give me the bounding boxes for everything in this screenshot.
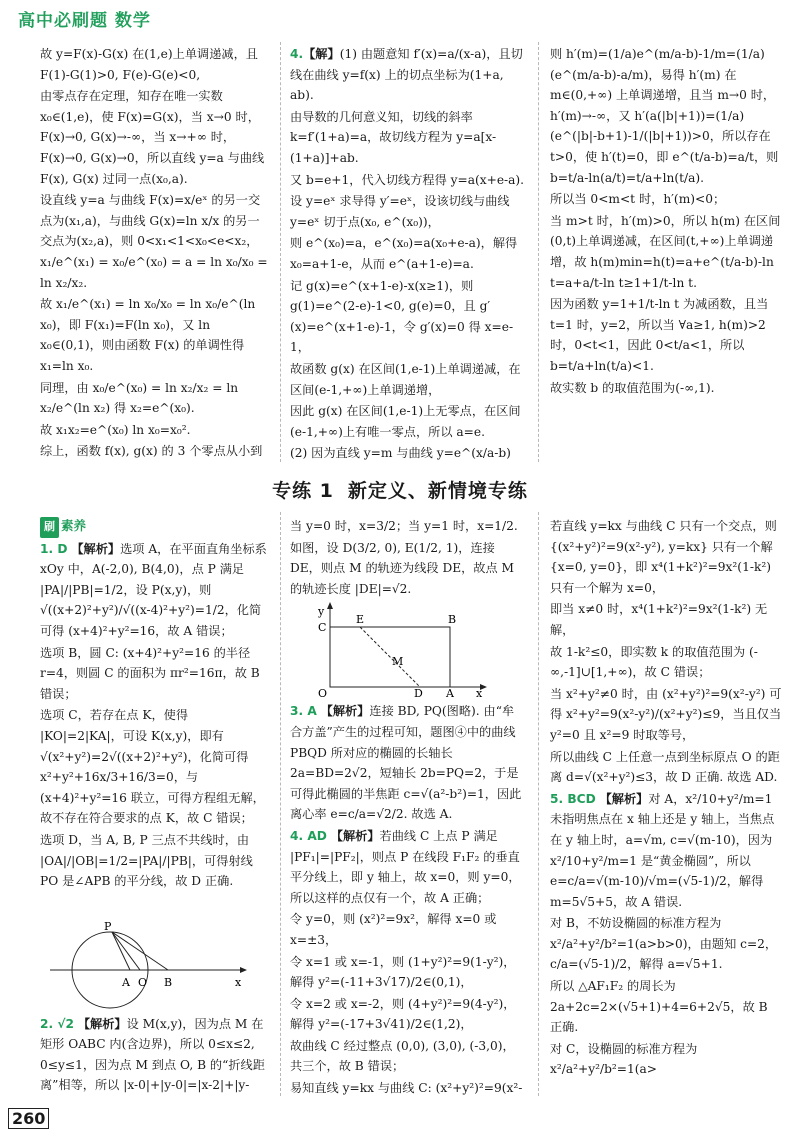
paragraph: 所以 △AF₁F₂ 的周长为 2a+2c=2×(√5+1)+4=6+2√5，故 B 正确. bbox=[550, 979, 768, 1035]
paragraph: 当 m>t 时，h′(m)>0，所以 h(m) 在区间(0,t)上单调递减，在区间(t,+∞)上单调递增，故 h(m)min=h(t)=a+e^(t/a-b)-ln t=a+a/t-ln t≥1+1/t-ln t. bbox=[550, 213, 781, 290]
paragraph: 令 x=2 或 x=-2，则 (4+y²)²=9(4-y²)，解得 y²=(-17+3√41)/2∈(1,2)， bbox=[290, 996, 516, 1032]
text: 连接 BD, PQ(图略). 由“牟合方盖”产生的过程可知，题图④中的曲线 PBQD 所对应的椭圆的长轴长 2a=BD=2√2，短轴长 2b=PQ=2，于是可得此椭圆的半焦距 c=√(a²-b²)=1，因此离心率 e=c/a=√2/2. 故选 A. bbox=[290, 704, 522, 822]
paragraph: 设直线 y=a 与曲线 F(x)=x/eˣ 的另一交点为(x₁,a)，与曲线 G(x)=ln x/x 的另一交点为(x₂,a)，则 0<x₁<1<x₀<e<x₂，x₁/e^(x₁) = x₀/e^(x₀) = a = ln x₀/x₀ = ln x₂/x₂. bbox=[40, 193, 268, 290]
paragraph: 选项 D，当 A, B, P 三点不共线时，由 |OA|/|OB|=1/2=|PA|/|PB|，可得射线 PO 是∠APB 的平分线，故 D 正确. bbox=[40, 832, 253, 889]
paragraph bbox=[290, 44, 526, 106]
label-o: O bbox=[318, 687, 328, 700]
segment-pb bbox=[112, 932, 168, 970]
paragraph: 对 B，不妨设椭圆的标准方程为 x²/a²+y²/b²=1(a>b>0)，由题知 c=2，c/a=(√5-1)/2，解得 a=√5+1. bbox=[550, 916, 778, 972]
solution-tag: 【解析】 bbox=[330, 828, 380, 843]
paragraph: 同理，由 x₀/e^(x₀) = ln x₂/x₂ = ln x₂/e^(ln x₂) 得 x₂=e^(x₀). bbox=[40, 380, 239, 416]
brush-badge: 刷 bbox=[40, 517, 59, 538]
y-axis-arrow bbox=[327, 602, 333, 609]
paragraph: 由导数的几何意义知，切线的斜率 k=f′(1+a)=a，故切线方程为 y=a[x-(1+a)]+ab. bbox=[290, 109, 497, 165]
paragraph: 故 x₁/e^(x₁) = ln x₀/x₀ = ln x₀/e^(ln x₀)，即 F(x₁)=F(ln x₀)，又 ln x₀∈(0,1)，则由函数 F(x) 的单调性得 x₁=ln x₀. bbox=[40, 297, 256, 373]
text: (1) 由题意知 f′(x)=a/(x-a)，且切线在曲线 y=f(x) 上的切点坐标为(1+a, ab). bbox=[290, 47, 523, 103]
question-number: 3. A bbox=[290, 704, 317, 719]
label-e: E bbox=[356, 613, 365, 627]
label-x: x bbox=[476, 687, 483, 700]
text: 选项 A，在平面直角坐标系 xOy 中，A(-2,0), B(4,0)，点 P 满足 |PA|/|PB|=1/2，设 P(x,y)，则 √((x+2)²+y²)/√((x-4)²+y²)=1/2，化简可得 (x+4)²+y²=16，故 A 错误； bbox=[40, 541, 267, 638]
solution-tag: 【解析】 bbox=[320, 704, 370, 719]
paragraph: 对 C，设椭圆的标准方程为 x²/a²+y²/b²=1(a> bbox=[550, 1041, 698, 1077]
text: 对 A，x²/10+y²/m=1 未指明焦点在 x 轴上还是 y 轴上，当焦点在 y 轴上时，a=√m, c=√(m-10)，因为 x²/10+y²/m=1 是“黄金椭圆”，所以 e=c/a=√(m-10)/√m=(√5-1)/2，解得 m=5√5+5，故 A 错误. bbox=[550, 791, 775, 909]
paragraph: 令 y=0，则 (x²)²=9x²，解得 x=0 或 x=±3， bbox=[290, 912, 497, 947]
question-number: 1. D bbox=[40, 541, 68, 556]
question-number: 4. bbox=[290, 47, 304, 61]
column-divider bbox=[538, 42, 539, 462]
top-column-1 bbox=[40, 44, 270, 464]
column-divider bbox=[280, 512, 281, 1096]
book-header: 高中必刷题 数学 bbox=[18, 11, 151, 31]
paragraph bbox=[40, 539, 270, 642]
paragraph: 所以当 0<m<t 时，h′(m)<0； bbox=[550, 192, 726, 207]
paragraph: 如图，设 D(3/2, 0), E(1/2, 1)，连接 DE，则点 M 的轨迹为线段 DE，故点 M 的轨迹长度 |DE|=√2. bbox=[290, 540, 515, 596]
column-divider bbox=[538, 512, 539, 1096]
paragraph: 则 e^(x₀)=a，e^(x₀)=a(x₀+e-a)，解得 x₀=a+1-e，从而 e^(a+1-e)=a. bbox=[290, 236, 518, 271]
subheading bbox=[40, 516, 270, 538]
solution-tag: 【解】 bbox=[303, 47, 340, 61]
label-a: A bbox=[122, 975, 130, 989]
label-p: P bbox=[104, 919, 112, 933]
paragraph: 因为函数 y=1+1/t-ln t 为减函数，且当 t=1 时，y=2，所以当 ∀a≥1, h(m)>2 时，0<t<1，因此 0<t/a<1，所以 b=t/a+ln(t/a)<1. bbox=[550, 297, 769, 373]
paragraph: 选项 C，若存在点 K，使得 |KO|=2|KA|，可设 K(x,y)，即有 √(x²+y²)=2√((x+2)²+y²)，化简可得 x²+y²+16x/3+16/3=0，与 (x+4)²+y²=16 联立，可得方程组无解，故不存在符合要求的点 K，故 C 错误； bbox=[40, 708, 265, 826]
paragraph: (2) 因为直线 y=m 与曲线 y=e^(x/a-b) bbox=[290, 446, 511, 461]
bottom-column-3 bbox=[550, 516, 782, 1096]
paragraph: 若直线 y=kx 与曲线 C 只有一个交点，则 {(x²+y²)²=9(x²-y²), y=kx} 只有一个解 {x=0, y=0}，即 x⁴(1+k²)²=9x²(1-k²) 只有一个解为 x=0， bbox=[550, 519, 777, 595]
bottom-column-1 bbox=[40, 516, 270, 1096]
label-y: y bbox=[318, 605, 325, 619]
paragraph: 故函数 g(x) 在区间(1,e-1)上单调递减，在区间(e-1,+∞)上单调递增， bbox=[290, 361, 521, 397]
circle-figure bbox=[50, 894, 250, 1012]
paragraph: 由零点存在定理，知存在唯一实数 x₀∈(1,e)，使 F(x)=G(x)，当 x→0 时，F(x)→0, G(x)→-∞，当 x→+∞ 时，F(x)→0, G(x)→0，所以直线 y=a 与曲线 F(x), G(x) 过同一点(x₀,a). bbox=[40, 89, 265, 186]
label-b: B bbox=[448, 613, 457, 627]
paragraph: 当 y=0 时，x=3/2；当 y=1 时，x=1/2. bbox=[290, 519, 518, 533]
label-d: D bbox=[414, 687, 423, 700]
top-column-2 bbox=[290, 44, 526, 464]
rectangle-figure bbox=[310, 601, 490, 699]
paragraph bbox=[550, 789, 782, 913]
column-divider bbox=[280, 42, 281, 462]
label-a: A bbox=[446, 687, 454, 700]
paragraph: 故曲线 C 经过整点 (0,0), (3,0), (-3,0)，共三个，故 B 错误； bbox=[290, 1038, 515, 1074]
paragraph: 故实数 b 的取值范围为(-∞,1). bbox=[550, 380, 715, 395]
section-title bbox=[0, 476, 800, 503]
paragraph: 设 y=eˣ 求导得 y′=eˣ，设该切线与曲线 y=eˣ 切于点(x₀, e^(x₀))， bbox=[290, 194, 510, 229]
question-number: 5. BCD bbox=[550, 791, 596, 806]
label-c: C bbox=[318, 621, 327, 635]
solution-tag: 【解析】 bbox=[599, 791, 649, 806]
paragraph: 令 x=1 或 x=-1，则 (1+y²)²=9(1-y²)，解得 y²=(-11+3√17)/2∈(0,1)， bbox=[290, 954, 516, 990]
paragraph: 记 g(x)=e^(x+1-e)-x(x≥1)，则 g(1)=e^(2-e)-1<0, g(e)=0，且 g′(x)=e^(x+1-e)-1，令 g′(x)=0 得 x=e-1， bbox=[290, 278, 514, 355]
top-column-3 bbox=[550, 44, 782, 464]
paragraph: 综上，函数 f(x), g(x) 的 3 个零点从小到 bbox=[40, 444, 263, 459]
section-number: 专练 1 bbox=[272, 480, 334, 502]
x-axis-arrow bbox=[240, 967, 247, 973]
paragraph: 故 y=F(x)-G(x) 在(1,e)上单调递减，且 F(1)-G(1)>0, F(e)-G(e)<0, bbox=[40, 47, 258, 82]
paragraph: 故 1-k²≤0，即实数 k 的取值范围为 (-∞,-1]∪[1,+∞)，故 C 错误； bbox=[550, 644, 758, 680]
question-number: 4. AD bbox=[290, 828, 327, 843]
bottom-column-2 bbox=[290, 516, 526, 1096]
label-b: B bbox=[164, 975, 173, 989]
paragraph: 所以曲线 C 上任意一点到坐标原点 O 的距离 d=√(x²+y²)≤3，故 D 正确. 故选 AD. bbox=[550, 749, 780, 785]
paragraph: 则 h′(m)=(1/a)e^(m/a-b)-1/m=(1/a)(e^(m/a-b)-a/m)，易得 h′(m) 在 m∈(0,+∞) 上单调递增，且当 m→0 时，h′(m)→-∞，又 h′(a(|b|+1))=(1/a)(e^(|b|-b+1)-1/(|b|+1))>0，所以存在 t>0，使 h′(t)=0，即 e^(t/a-b)=a/t，则 b=t/a-ln(a/t)=t/a+ln(t/a). bbox=[550, 47, 779, 185]
paragraph: 即当 x≠0 时，x⁴(1+k²)²=9x²(1-k²) 无解， bbox=[550, 602, 768, 637]
text: 设 M(x,y)，因为点 M 在矩形 OABC 内(含边界)，所以 0≤x≤2, 0≤y≤1，因为点 M 到点 O, B 的“折线距离”相等，所以 |x-0|+|y-0|=|x-2|+|y- bbox=[40, 1016, 265, 1093]
paragraph: 故 x₁x₂=e^(x₀) ln x₀=x₀². bbox=[40, 422, 191, 437]
label-x: x bbox=[235, 975, 242, 989]
paragraph: 又 b=e+1，代入切线方程得 y=a(x+e-a). bbox=[290, 172, 525, 187]
label-o: O bbox=[138, 975, 148, 989]
question-number: 2. √2 bbox=[40, 1016, 74, 1031]
paragraph: 易知直线 y=kx 与曲线 C: (x²+y²)²=9(x²- bbox=[290, 1081, 523, 1096]
paragraph bbox=[290, 826, 526, 908]
solution-tag: 【解析】 bbox=[71, 541, 121, 556]
paragraph bbox=[40, 1014, 270, 1096]
solution-tag: 【解析】 bbox=[77, 1016, 127, 1031]
paragraph: 当 x²+y²≠0 时，由 (x²+y²)²=9(x²-y²) 可得 x²+y²=9(x²-y²)/(x²+y²)≤9，当且仅当 y²=0 且 x²=9 时取等号， bbox=[550, 686, 782, 742]
text: 若曲线 C 上点 P 满足 |PF₁|=|PF₂|，则点 P 在线段 F₁F₂ 的垂直平分线上，即 y 轴上，故 x=0，则 y=0，所以这样的点仅有一个，故 A 正确； bbox=[290, 828, 521, 905]
paragraph: 选项 B，圆 C: (x+4)²+y²=16 的半径 r=4，则圆 C 的面积为 πr²=16π，故 B 错误； bbox=[40, 645, 260, 701]
page-number: 260 bbox=[8, 1108, 49, 1129]
paragraph: 因此 g(x) 在区间(1,e-1)上无零点，在区间(e-1,+∞)上有唯一零点，所以 a=e. bbox=[290, 404, 521, 439]
segment-po bbox=[112, 932, 140, 970]
paragraph bbox=[290, 701, 526, 825]
label-m: M bbox=[392, 655, 404, 669]
segment-de bbox=[360, 627, 420, 687]
subheading-label: 素养 bbox=[61, 518, 87, 533]
section-heading: 新定义、新情境专练 bbox=[347, 480, 528, 502]
